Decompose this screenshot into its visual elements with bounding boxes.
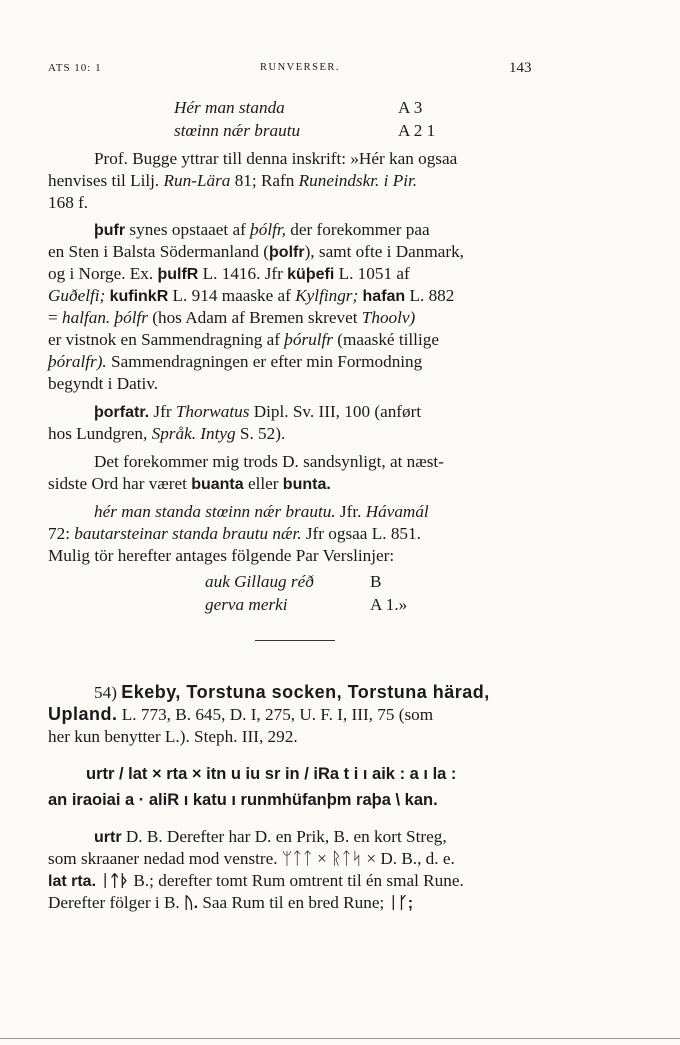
text-line: begyndt i Dativ. xyxy=(48,374,159,393)
verse-ref: B xyxy=(370,572,382,591)
text-line: hos Lundgren, Språk. Intyg S. 52). xyxy=(48,424,286,443)
verse-line: stœinn nǽr brautu xyxy=(174,121,301,140)
text-line: Upland. L. 773, B. 645, D. I, 275, U. F. I, III, 75 (som xyxy=(48,704,434,724)
text-line: her kun benytter L.). Steph. III, 292. xyxy=(48,727,298,746)
text-line: lat rta. ᛁᛏᚦ B.; derefter tomt Rum omtrent til én smal Rune. xyxy=(48,871,464,890)
inscription-line: urtr / lat × rta × itn u iu sr in / iRa t i ı aik : a ı la : xyxy=(86,765,457,783)
text-line: 168 f. xyxy=(48,193,89,212)
text-line: þorfatr. Jfr Thorwatus Dipl. Sv. III, 100 (anført xyxy=(94,402,422,421)
text-line: som skraaner nedad mod venstre. ᛘᛏᛏ × ᚱᛏᛋ × D. B., d. e. xyxy=(48,849,455,868)
scan-edge xyxy=(0,1038,680,1039)
text-line: Guðelfi; kufinkR L. 914 maaske af Kylfingr; hafan L. 882 xyxy=(48,286,455,305)
verse-ref: A 1.» xyxy=(370,595,408,614)
text-line: og i Norge. Ex. þulfR L. 1416. Jfr küþefi L. 1051 af xyxy=(48,264,410,283)
text-line: Prof. Bugge yttrar till denna inskrift: »Hér kan ogsaa xyxy=(94,149,458,168)
text-line: þufr synes opstaaet af þólfr, der forekommer paa xyxy=(94,220,430,239)
text-line: 72: bautarsteinar standa brautu nǽr. Jfr ogsaa L. 851. xyxy=(48,524,421,543)
text-line: Derefter fölger i B. ᚢ. Saa Rum til en bred Rune; ᛁᚴ; xyxy=(48,893,414,912)
text-line: = halfan. þólfr (hos Adam af Bremen skrevet Thoolv) xyxy=(48,308,416,327)
text-line: sidste Ord har været buanta eller bunta. xyxy=(48,474,331,493)
running-head-signature: ATS 10: 1 xyxy=(48,62,102,74)
verse-line: auk Gillaug réð xyxy=(205,572,314,591)
text-line: Mulig tör herefter antages fölgende Par Verslinjer: xyxy=(48,546,395,565)
text-line: er vistnok en Sammendragning af þórulfr (maaské tillige xyxy=(48,330,439,349)
text-line: þóralfr). Sammendragningen er efter min Formodning xyxy=(48,352,423,371)
verse-ref: A 3 xyxy=(398,98,423,117)
text-line: henvises til Lilj. Run-Lära 81; Rafn Runeindskr. i Pir. xyxy=(48,171,418,190)
text-line: urtr D. B. Derefter har D. en Prik, B. en kort Streg, xyxy=(94,827,447,846)
text-line: en Sten i Balsta Södermanland (þolfr), samt ofte i Danmark, xyxy=(48,242,464,261)
runic-word: þufr xyxy=(94,222,126,239)
section-heading: 54) Ekeby, Torstuna socken, Torstuna härad, xyxy=(94,682,490,702)
text-line: Det forekommer mig trods D. sandsynligt, at næst- xyxy=(94,452,444,471)
page-number: 143 xyxy=(509,60,532,76)
verse-line: Hér man standa xyxy=(174,98,285,117)
running-head-title: RUNVERSER. xyxy=(260,62,341,73)
verse-line: gerva merki xyxy=(205,595,288,614)
section-separator xyxy=(255,640,335,641)
verse-ref: A 2 1 xyxy=(398,121,436,140)
inscription-line: an iraoiai a · aliR ı katu ı runmhüfanþm raþa \ kan. xyxy=(48,791,438,809)
text-line: hér man standa stœinn nǽr brautu. Jfr. Hávamál xyxy=(94,502,429,521)
